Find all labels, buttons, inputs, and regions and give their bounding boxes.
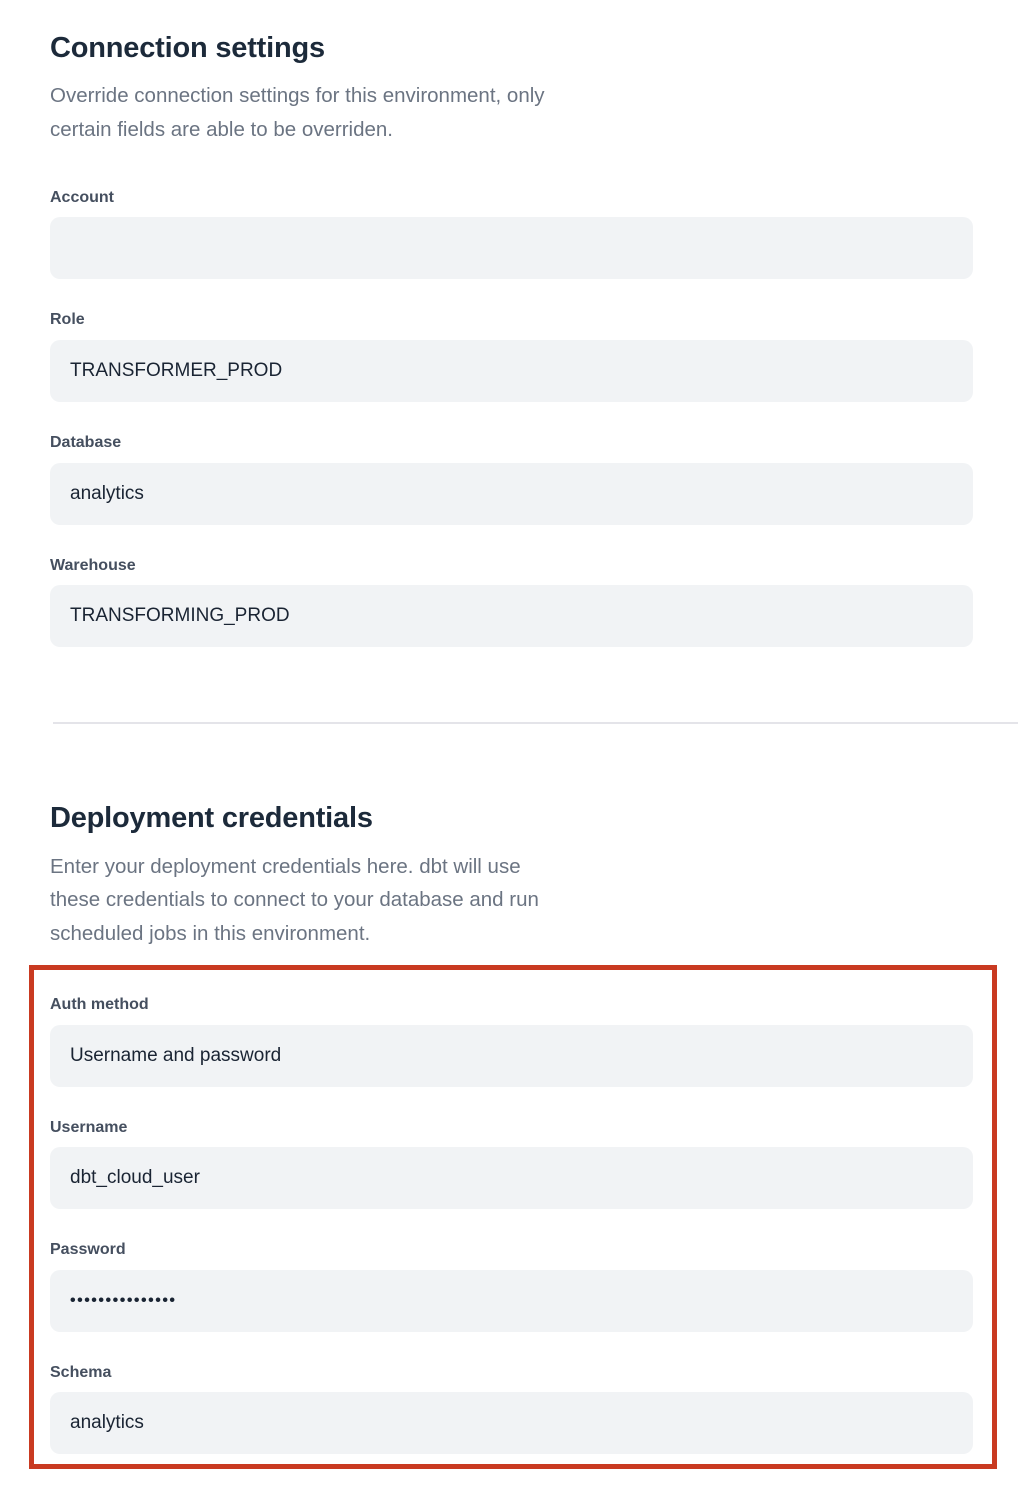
role-field-group (50, 311, 973, 402)
database-field-group (50, 434, 973, 525)
auth-method-field-group (50, 996, 973, 1087)
deployment-credentials-highlight-box (29, 965, 997, 1469)
username-field-group (50, 1119, 973, 1210)
connection-settings-description: Override connection settings for this environment, only certain fields are able to be overriden. (50, 84, 545, 142)
section-divider (53, 722, 1018, 724)
role-input[interactable] (50, 340, 973, 402)
username-label: Username (50, 1118, 128, 1136)
schema-label: Schema (50, 1363, 112, 1381)
account-label: Account (50, 188, 114, 206)
deployment-credentials-title: Deployment credentials (50, 802, 373, 835)
username-input[interactable] (50, 1147, 973, 1209)
deployment-credentials-section (50, 800, 973, 1469)
deployment-credentials-description: Enter your deployment credentials here. dbt will use these credentials to connect to your database and run scheduled jobs in this environment. (50, 854, 539, 946)
schema-field-group (50, 1364, 973, 1455)
schema-input[interactable] (50, 1392, 973, 1454)
connection-settings-section (50, 30, 973, 647)
auth-method-select[interactable] (50, 1025, 973, 1087)
account-field-group (50, 189, 973, 280)
password-label: Password (50, 1241, 126, 1259)
auth-method-label: Auth method (50, 995, 149, 1013)
warehouse-field-group (50, 557, 973, 648)
password-field-group (50, 1241, 973, 1332)
warehouse-label: Warehouse (50, 556, 136, 574)
connection-settings-title: Connection settings (50, 32, 325, 64)
role-label: Role (50, 311, 85, 329)
account-input[interactable] (50, 217, 973, 279)
database-label: Database (50, 434, 122, 452)
warehouse-input[interactable] (50, 585, 973, 647)
database-input[interactable] (50, 463, 973, 525)
password-input[interactable] (50, 1270, 973, 1332)
